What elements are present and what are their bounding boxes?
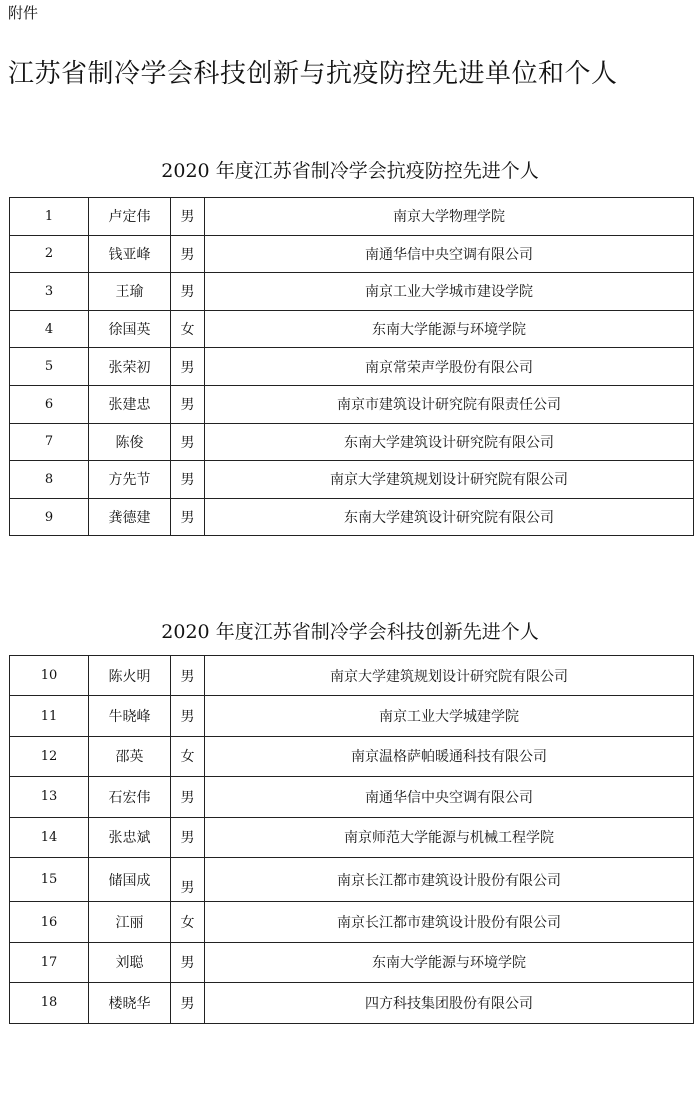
cell-organization: 南京大学物理学院: [205, 198, 694, 236]
table-row: [10, 777, 694, 817]
cell-name: 张建忠: [89, 385, 171, 423]
table-row: [10, 310, 694, 348]
cell-gender: 女: [171, 902, 205, 942]
table-row: [10, 942, 694, 982]
cell-gender: 男: [171, 273, 205, 311]
cell-name: 邵英: [89, 736, 171, 776]
cell-organization: 东南大学建筑设计研究院有限公司: [205, 423, 694, 461]
cell-gender: 男: [171, 696, 205, 736]
cell-number: 5: [10, 348, 89, 386]
cell-organization: 南通华信中央空调有限公司: [205, 235, 694, 273]
cell-number: 18: [10, 983, 89, 1023]
cell-gender: 女: [171, 736, 205, 776]
cell-organization: 东南大学能源与环境学院: [205, 942, 694, 982]
cell-organization: 南京师范大学能源与机械工程学院: [205, 817, 694, 857]
cell-number: 6: [10, 385, 89, 423]
cell-name: 方先节: [89, 461, 171, 499]
cell-gender: 男: [171, 235, 205, 273]
table-row: [10, 817, 694, 857]
cell-organization: 南京温格萨帕暖通科技有限公司: [205, 736, 694, 776]
cell-organization: 南京工业大学城市建设学院: [205, 273, 694, 311]
cell-number: 2: [10, 235, 89, 273]
cell-gender: 男: [171, 983, 205, 1023]
cell-gender: 男: [171, 198, 205, 236]
cell-gender: 男: [171, 777, 205, 817]
cell-name: 龚德建: [89, 498, 171, 536]
cell-number: 12: [10, 736, 89, 776]
cell-organization: 东南大学能源与环境学院: [205, 310, 694, 348]
cell-number: 16: [10, 902, 89, 942]
cell-name: 王瑜: [89, 273, 171, 311]
cell-gender: 男: [171, 461, 205, 499]
cell-organization: 东南大学建筑设计研究院有限公司: [205, 498, 694, 536]
cell-organization: 南京市建筑设计研究院有限责任公司: [205, 385, 694, 423]
cell-name: 陈火明: [89, 656, 171, 696]
cell-number: 11: [10, 696, 89, 736]
attachment-label: 附件: [8, 4, 39, 22]
cell-number: 8: [10, 461, 89, 499]
cell-name: 徐国英: [89, 310, 171, 348]
cell-gender: 男: [171, 817, 205, 857]
cell-number: 1: [10, 198, 89, 236]
section-title-innovation: 2020 年度江苏省制冷学会科技创新先进个人: [161, 621, 539, 643]
cell-number: 15: [10, 857, 89, 901]
table-row: [10, 656, 694, 696]
cell-organization: 南京长江都市建筑设计股份有限公司: [205, 857, 694, 901]
cell-number: 10: [10, 656, 89, 696]
table-row: [10, 696, 694, 736]
cell-gender: 男: [171, 656, 205, 696]
table-row: [10, 902, 694, 942]
table-row: [10, 273, 694, 311]
table-row: [10, 857, 694, 901]
table-row: [10, 348, 694, 386]
cell-name: 牛晓峰: [89, 696, 171, 736]
table-row: [10, 461, 694, 499]
cell-name: 钱亚峰: [89, 235, 171, 273]
table-row: [10, 736, 694, 776]
cell-organization: 南京大学建筑规划设计研究院有限公司: [205, 656, 694, 696]
table-row: [10, 235, 694, 273]
cell-gender: 女: [171, 310, 205, 348]
table-row: [10, 198, 694, 236]
cell-name: 张荣初: [89, 348, 171, 386]
section-title-epidemic: 2020 年度江苏省制冷学会抗疫防控先进个人: [161, 160, 539, 182]
cell-number: 17: [10, 942, 89, 982]
cell-name: 石宏伟: [89, 777, 171, 817]
table-row: [10, 983, 694, 1023]
cell-name: 刘聪: [89, 942, 171, 982]
cell-gender: 男: [171, 423, 205, 461]
cell-number: 14: [10, 817, 89, 857]
cell-name: 楼晓华: [89, 983, 171, 1023]
table-row: [10, 498, 694, 536]
cell-name: 张忠斌: [89, 817, 171, 857]
cell-name: 江丽: [89, 902, 171, 942]
cell-organization: 南京长江都市建筑设计股份有限公司: [205, 902, 694, 942]
cell-organization: 南京常荣声学股份有限公司: [205, 348, 694, 386]
cell-number: 3: [10, 273, 89, 311]
cell-name: 储国成: [89, 857, 171, 901]
cell-gender: 男: [171, 857, 205, 901]
cell-number: 9: [10, 498, 89, 536]
cell-name: 卢定伟: [89, 198, 171, 236]
document-title: 江苏省制冷学会科技创新与抗疫防控先进单位和个人: [8, 59, 618, 89]
cell-organization: 南京工业大学城建学院: [205, 696, 694, 736]
table-epidemic-prevention: [9, 197, 694, 536]
cell-number: 13: [10, 777, 89, 817]
cell-organization: 四方科技集团股份有限公司: [205, 983, 694, 1023]
table-row: [10, 385, 694, 423]
table-row: [10, 423, 694, 461]
cell-number: 4: [10, 310, 89, 348]
cell-number: 7: [10, 423, 89, 461]
cell-name: 陈俊: [89, 423, 171, 461]
cell-organization: 南通华信中央空调有限公司: [205, 777, 694, 817]
cell-organization: 南京大学建筑规划设计研究院有限公司: [205, 461, 694, 499]
cell-gender: 男: [171, 498, 205, 536]
cell-gender: 男: [171, 385, 205, 423]
cell-gender: 男: [171, 942, 205, 982]
cell-gender: 男: [171, 348, 205, 386]
table-tech-innovation: [9, 655, 694, 1024]
